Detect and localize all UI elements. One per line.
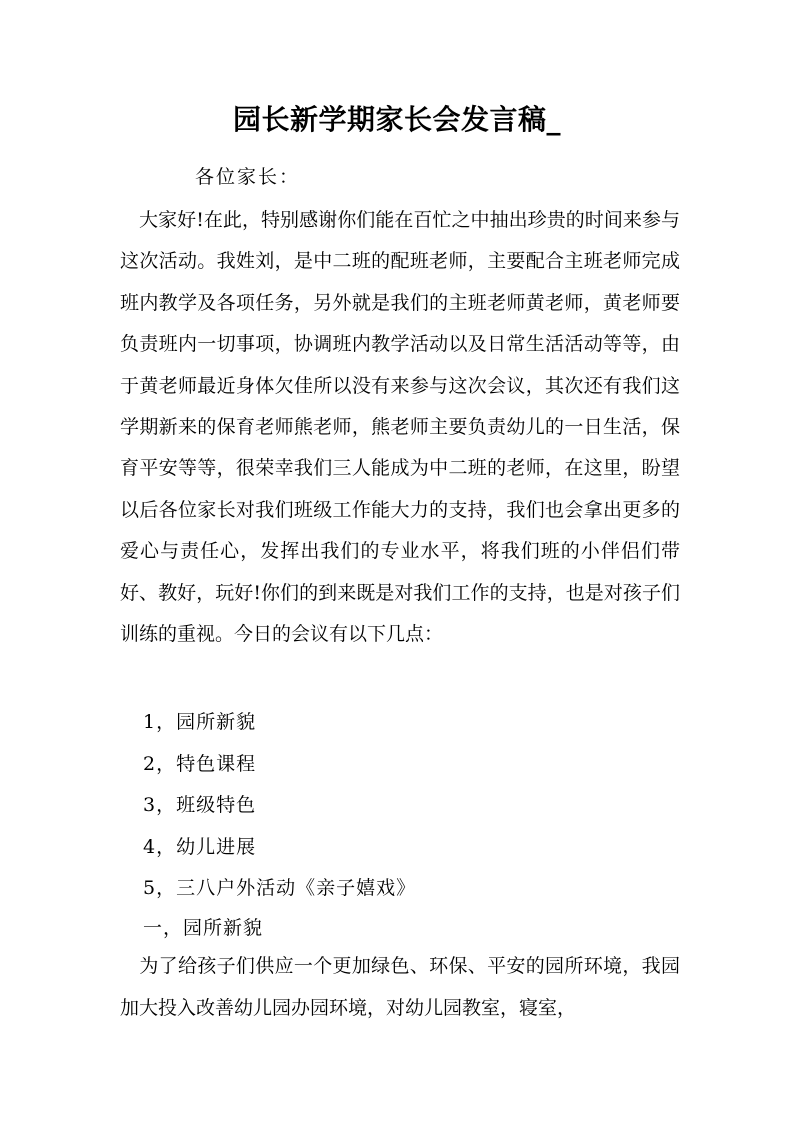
- agenda-item-3: 3，班级特色: [143, 794, 257, 816]
- agenda-item-4: 4，幼儿进展: [143, 835, 257, 858]
- document-title: 园长新学期家长会发言稿_: [232, 103, 561, 136]
- agenda-list: [143, 702, 416, 910]
- agenda-item-1: 1，园所新貌: [143, 711, 257, 733]
- greeting-line: 各位家长：: [195, 166, 301, 188]
- agenda-item-5: 5，三八户外活动《亲子嬉戏》: [143, 877, 417, 899]
- intro-paragraph: 大家好!在此，特别感谢你们能在百忙之中抽出珍贵的时间来参与这次活动。我姓刘，是中二班的配班老师，主要配合主班老师完成班内教学及各项任务，另外就是我们的主班老师黄老师，黄老师要负责班内一切事项，协调班内教学活动以及日常生活活动等等，由于黄老师最近身体欠佳所以没有来参与这次会议，其次还有我们这学期新来的保育老师熊老师，熊老师主要负责幼儿的一日生活，保育平安等等，很荣幸我们三人能成为中二班的老师，在这里，盼望以后各位家长对我们班级工作能大力的支持，我们也会拿出更多的爱心与责任心，发挥出我们的专业水平，将我们班的小伴侣们带好、教好，玩好!你们的到来既是对我们工作的支持，也是对孩子们训练的重视。今日的会议有以下几点：: [120, 209, 680, 646]
- section-heading: 一，园所新貌: [143, 917, 264, 939]
- agenda-item-2: 2，特色课程: [143, 752, 257, 775]
- section-paragraph: 为了给孩子们供应一个更加绿色、环保、平安的园所环境，我园加大投入改善幼儿园办园环境，对幼儿园教室，寝室，: [120, 955, 680, 1019]
